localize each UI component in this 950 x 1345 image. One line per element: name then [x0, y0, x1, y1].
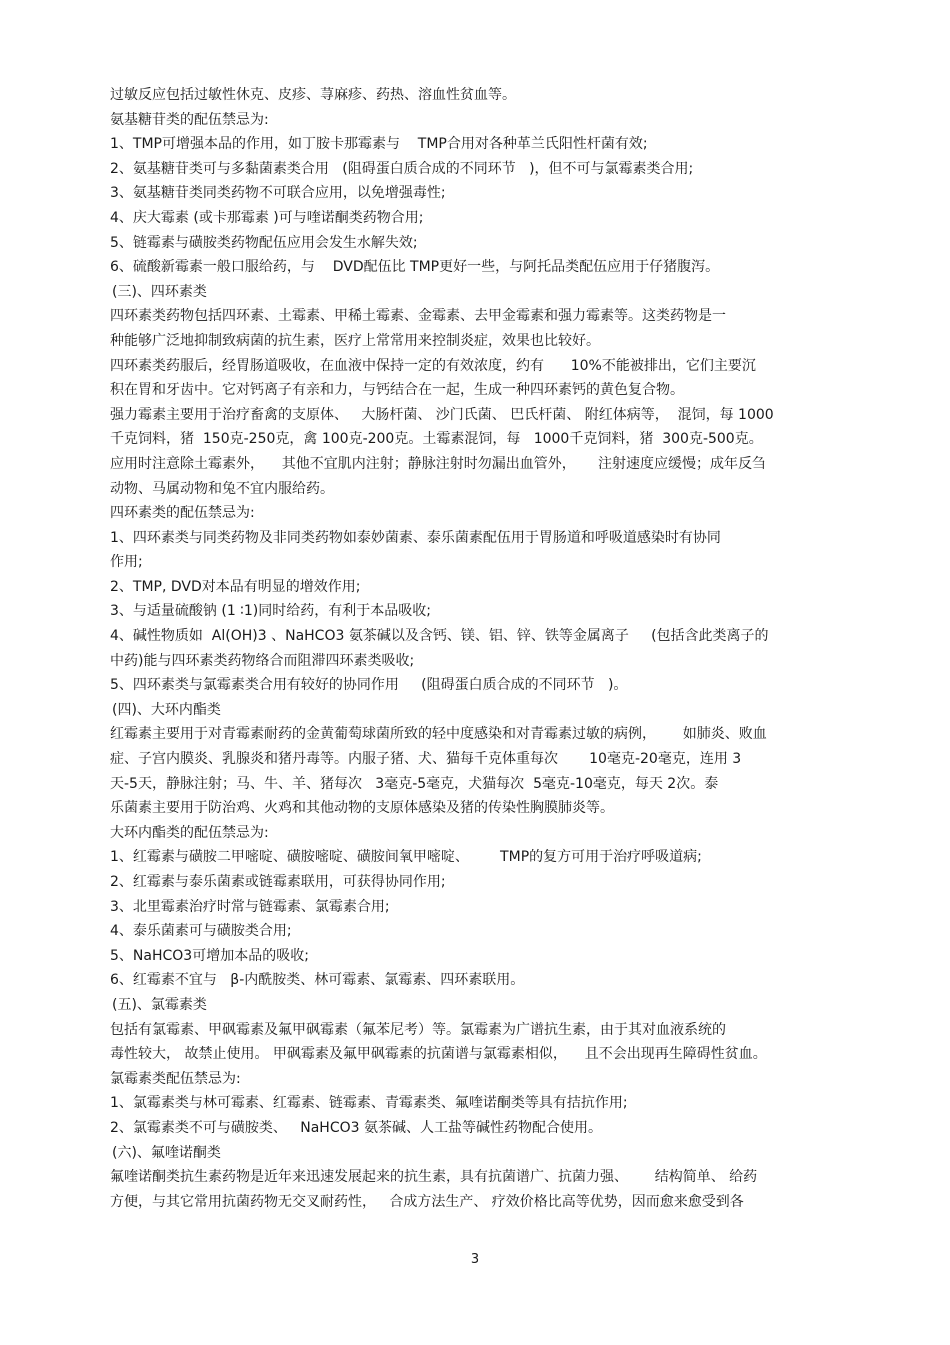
paragraph-line: 过敏反应包括过敏性休克、皮疹、荨麻疹、药热、溶血性贫血等。 — [110, 87, 516, 103]
list-item: 1、TMP可增强本品的作用，如丁胺卡那霉素与 TMP合用对各种革兰氏阳性杆菌有效; — [110, 136, 648, 153]
paragraph-line: 大环内酯类的配伍禁忌为: — [110, 824, 269, 841]
page-number: 3 — [470, 1252, 480, 1267]
paragraph-line: 症、子宫内膜炎、乳腺炎和猪丹毒等。内服子猪、犬、猫每千克体重每次 10毫克-20毫克，连用 3 — [110, 751, 742, 768]
paragraph-line: 千克饲料，猪 150克-250克，禽 100克-200克。土霉素混饲，每 1000千克饲料，猪 300克-500克。 — [110, 431, 763, 448]
list-item: 2、TMP, DVD对本品有明显的增效作用; — [110, 578, 361, 595]
list-item: 1、红霉素与磺胺二甲嘧啶、磺胺嘧啶、磺胺间氧甲嘧啶、 TMP的复方可用于治疗呼吸道病; — [110, 849, 702, 866]
paragraph-line: 四环素类药物包括四环素、土霉素、甲稀土霉素、金霉素、去甲金霉素和强力霉素等。这类药物是一 — [110, 308, 726, 325]
page-body — [110, 83, 850, 1214]
paragraph-line: 毒性较大， 故禁止使用。 甲砜霉素及氟甲砜霉素的抗菌谱与氯霉素相似， 且不会出现再生障碍性贫血。 — [110, 1046, 767, 1063]
list-item: 6、硫酸新霉素一般口服给药，与 DVD配伍比 TMP更好一些，与阿托品类配伍应用于仔猪腹泻。 — [110, 259, 720, 276]
paragraph-line: 方便，与其它常用抗菌药物无交叉耐药性， 合成方法生产、 疗效价格比高等优势，因而愈来愈受到各 — [110, 1193, 744, 1210]
paragraph-line: 包括有氯霉素、甲砜霉素及氟甲砜霉素（氟苯尼考）等。氯霉素为广谱抗生素，由于其对血液系统的 — [110, 1021, 726, 1038]
paragraph-line: 应用时注意除土霉素外， 其他不宜肌内注射；静脉注射时勿漏出血管外， 注射速度应缓慢；成年反刍 — [110, 455, 767, 472]
paragraph-line: 乐菌素主要用于防治鸡、火鸡和其他动物的支原体感染及猪的传染性胸膜肺炎等。 — [110, 800, 614, 817]
list-item: 作用; — [110, 554, 143, 571]
list-item: 1、四环素类与同类药物及非同类药物如泰妙菌素、泰乐菌素配伍用于胃肠道和呼吸道感染时有协同 — [110, 529, 721, 546]
paragraph-line: 四环素类的配伍禁忌为: — [110, 505, 255, 522]
list-item: 4、泰乐菌素可与磺胺类合用; — [110, 923, 292, 940]
section-heading: (四)、大环内酯类 — [112, 701, 221, 718]
section-heading: (六)、氟喹诺酮类 — [112, 1144, 221, 1161]
paragraph-line: 种能够广泛地抑制致病菌的抗生素，医疗上常常用来控制炎症，效果也比较好。 — [110, 332, 600, 349]
list-item: 2、氯霉素类不可与磺胺类、 NaHCO3 氨茶碱、人工盐等碱性药物配合使用。 — [110, 1119, 602, 1136]
list-item: 2、氨基糖苷类可与多黏菌素类合用 (阻碍蛋白质合成的不同环节 )，但不可与氯霉素类合用; — [110, 160, 694, 177]
section-heading: (五)、氯霉素类 — [112, 996, 207, 1013]
list-item: 5、四环素类与氯霉素类合用有较好的协同作用 (阻碍蛋白质合成的不同环节 )。 — [110, 677, 628, 694]
paragraph-line: 积在胃和牙齿中。它对钙离子有亲和力，与钙结合在一起，生成一种四环素钙的黄色复合物。 — [110, 382, 684, 399]
list-item: 5、链霉素与磺胺类药物配伍应用会发生水解失效; — [110, 234, 418, 251]
paragraph-line: 强力霉素主要用于治疗畜禽的支原体、 大肠杆菌、 沙门氏菌、 巴氏杆菌、 附红体病等， 混饲，每 1000 — [110, 406, 774, 423]
paragraph-line: 氟喹诺酮类抗生素药物是近年来迅速发展起来的抗生素，具有抗菌谱广、抗菌力强、 结构简单、 给药 — [110, 1169, 758, 1186]
paragraph-line: 四环素类药服后，经胃肠道吸收，在血液中保持一定的有效浓度，约有 10%不能被排出，它们主要沉 — [110, 357, 756, 374]
section-heading: (三)、四环素类 — [112, 283, 207, 300]
list-item: 6、红霉素不宜与 β-内酰胺类、林可霉素、氯霉素、四环素联用。 — [110, 972, 525, 989]
paragraph-line: 动物、马属动物和兔不宜内服给药。 — [110, 480, 334, 497]
list-item: 2、红霉素与泰乐菌素或链霉素联用，可获得协同作用; — [110, 874, 446, 890]
list-item: 4、庆大霉素 (或卡那霉素 )可与喹诺酮类药物合用; — [110, 209, 424, 226]
list-item: 4、碱性物质如 Al(OH)3 、NaHCO3 氨茶碱以及含钙、镁、铝、锌、铁等金属离子 (包括含此类离子的 — [110, 628, 769, 645]
list-item: 5、NaHCO3可增加本品的吸收; — [110, 947, 309, 964]
paragraph-line: 天-5天，静脉注射；马、牛、羊、猪每次 3毫克-5毫克，犬猫每次 5毫克-10毫克，每天 2次。泰 — [110, 775, 719, 792]
list-item: 3、与适量硫酸钠 (1 ∶1)同时给药，有利于本品吸收; — [110, 603, 431, 620]
paragraph-line: 红霉素主要用于对青霉素耐药的金黄葡萄球菌所致的轻中度感染和对青霉素过敏的病例， 如肺炎、败血 — [110, 726, 767, 743]
paragraph-line: 氯霉素类配伍禁忌为: — [110, 1070, 241, 1087]
paragraph-line: 氨基糖苷类的配伍禁忌为: — [110, 111, 269, 128]
list-item: 3、氨基糖苷类同类药物不可联合应用，以免增强毒性; — [110, 185, 446, 202]
list-item: 中药)能与四环素类药物络合而阻滞四环素类吸收; — [110, 652, 415, 669]
list-item: 3、北里霉素治疗时常与链霉素、氯霉素合用; — [110, 898, 390, 915]
list-item: 1、氯霉素类与林可霉素、红霉素、链霉素、青霉素类、氟喹诺酮类等具有拮抗作用; — [110, 1095, 628, 1112]
